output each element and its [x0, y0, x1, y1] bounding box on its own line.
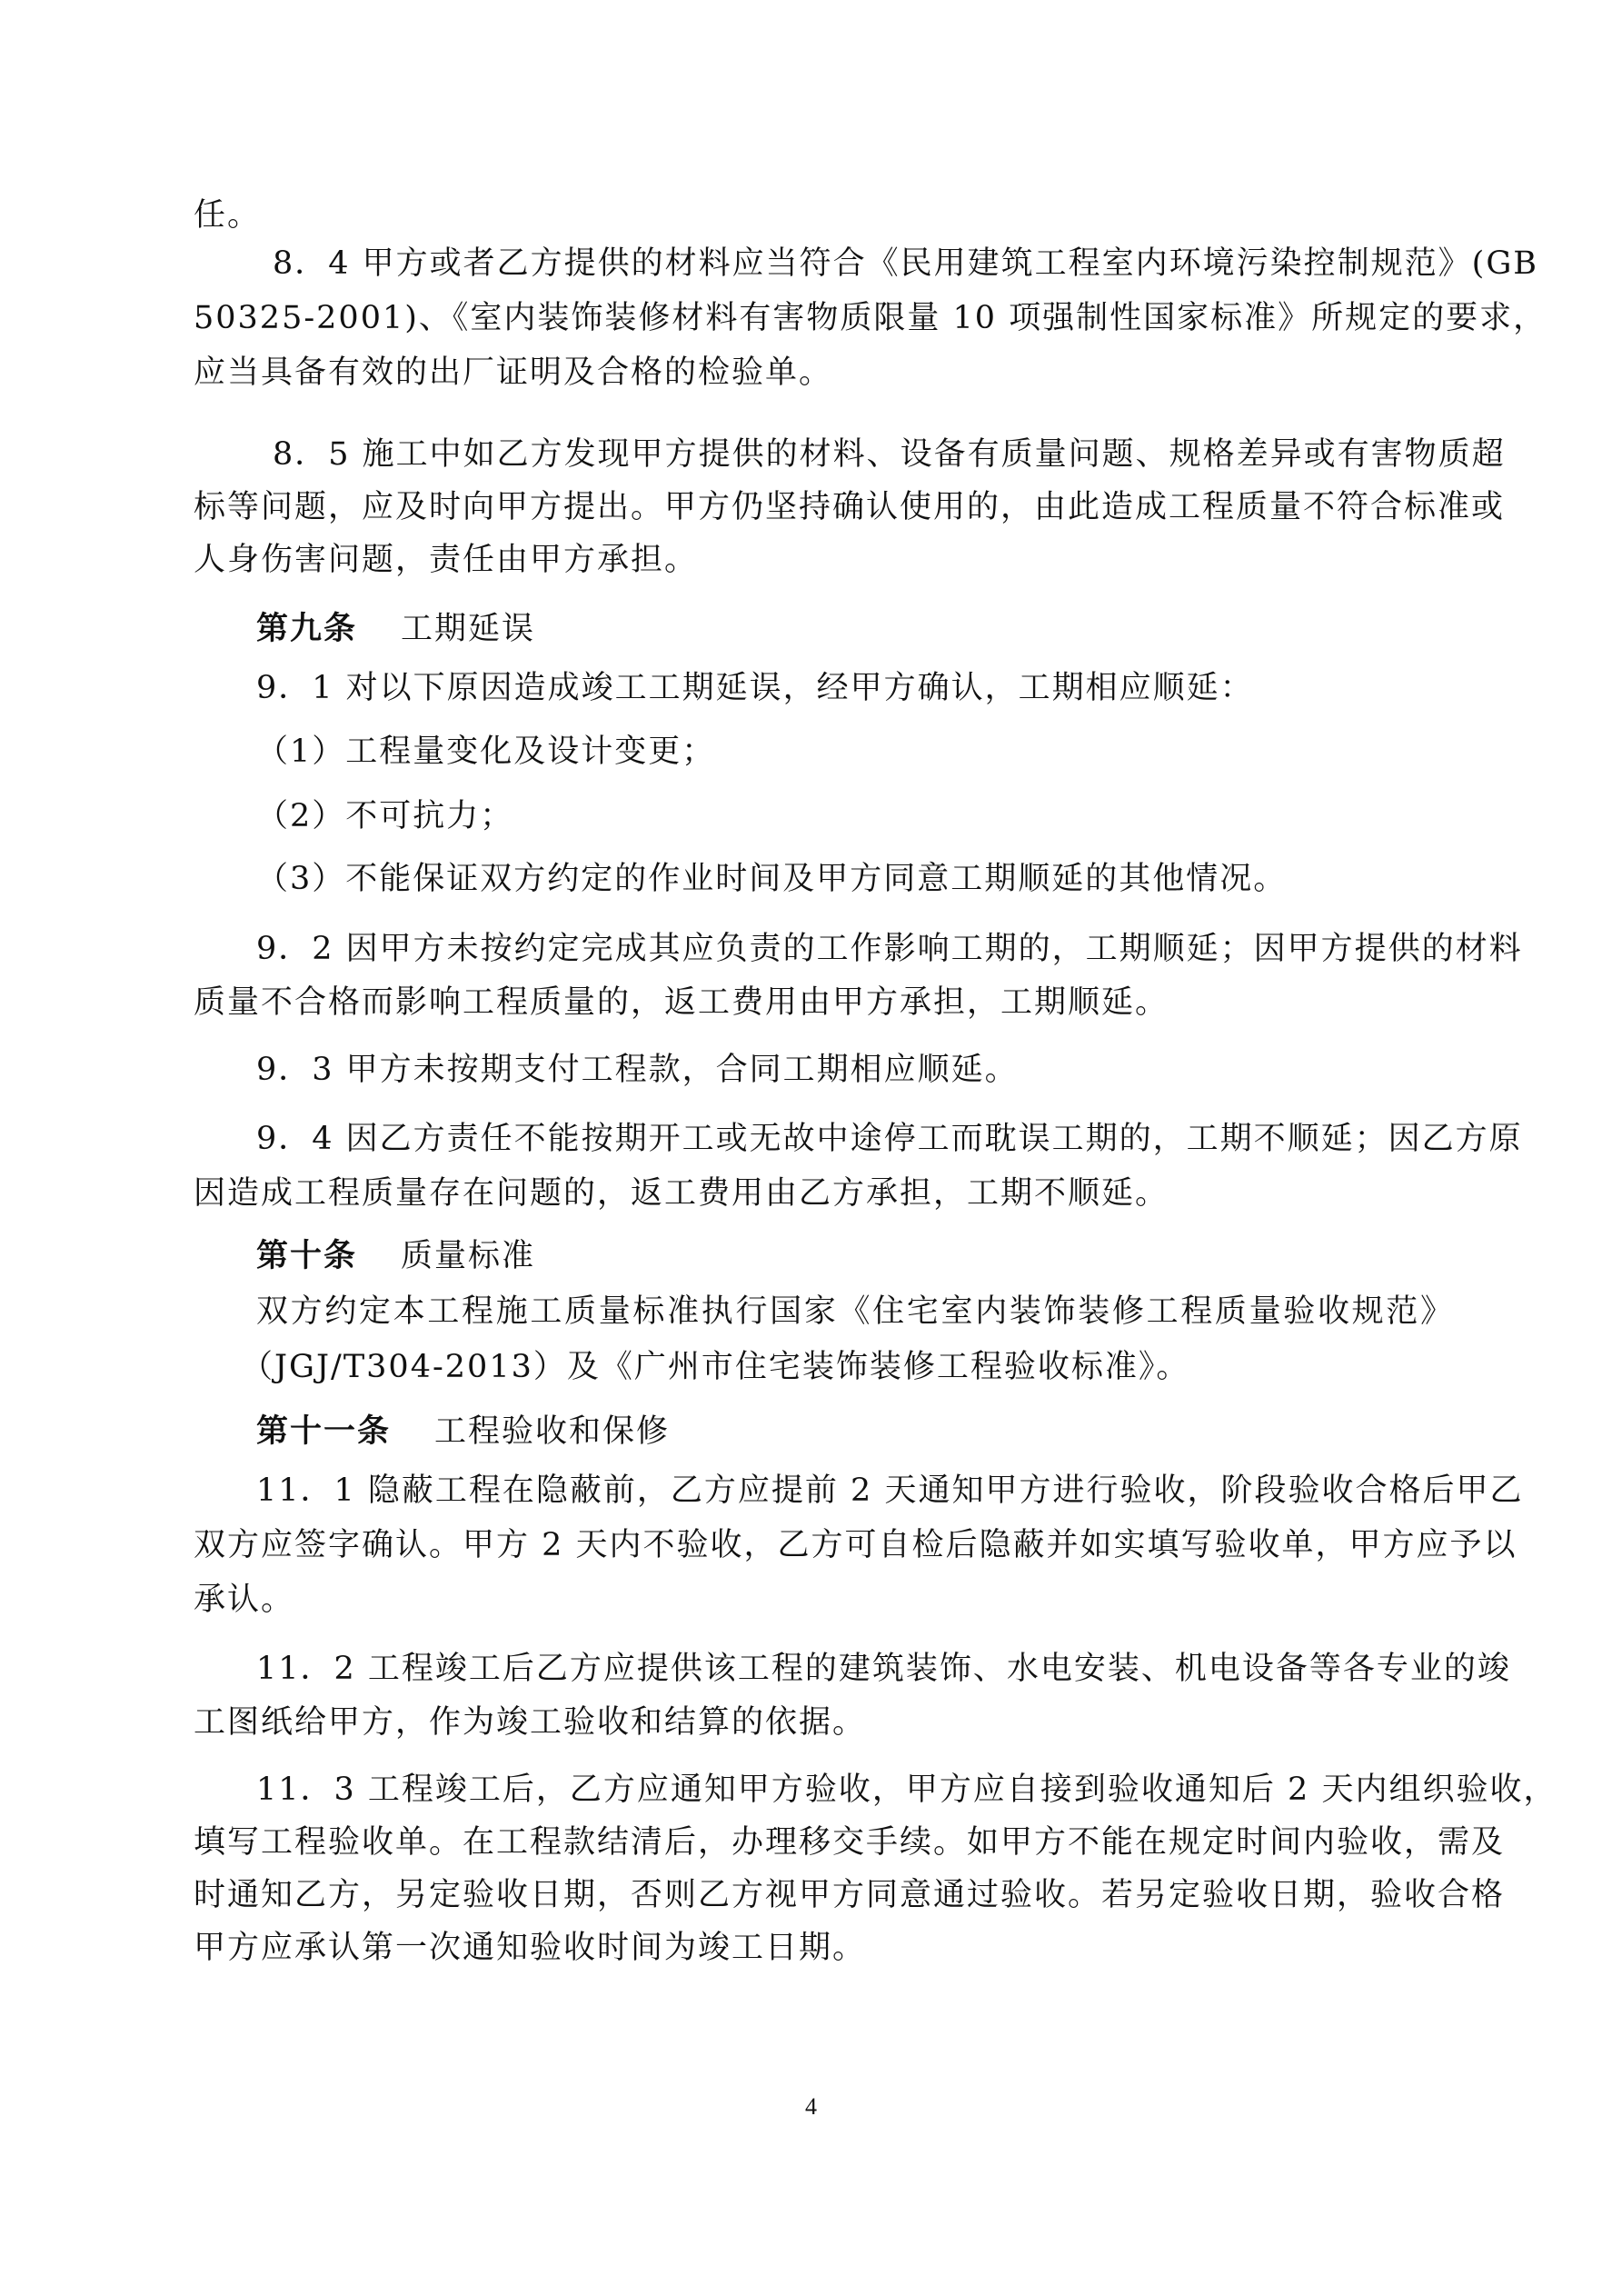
- text-line: 9．2 因甲方未按约定完成其应负责的工作影响工期的，工期顺延；因甲方提供的材料: [256, 931, 1523, 967]
- text-line: 质量不合格而影响工程质量的，返工费用由甲方承担，工期顺延。: [194, 984, 1169, 1021]
- text-line: （1）工程量变化及设计变更；: [256, 734, 716, 770]
- text-line: （3）不能保证双方约定的作业时间及甲方同意工期顺延的其他情况。: [256, 861, 1288, 897]
- text-line: 工图纸给甲方，作为竣工验收和结算的依据。: [194, 1704, 867, 1741]
- article-title: 质量标准: [401, 1238, 536, 1274]
- text-line: 9．1 对以下原因造成竣工工期延误，经甲方确认，工期相应顺延：: [256, 670, 1254, 706]
- text-line: 时通知乙方，另定验收日期，否则乙方视甲方同意通过验收。若另定验收日期，验收合格: [194, 1877, 1506, 1913]
- article-heading: [256, 1229, 983, 1283]
- text-line: 承认。: [194, 1582, 295, 1618]
- article-heading: [256, 1404, 1074, 1459]
- page-number: 4: [805, 2093, 817, 2120]
- text-line: 8．4 甲方或者乙方提供的材料应当符合《民用建筑工程室内环境污染控制规范》(GB: [273, 245, 1538, 282]
- article-number: 第十条: [256, 1237, 358, 1274]
- text-line: 双方约定本工程施工质量标准执行国家《住宅室内装饰装修工程质量验收规范》: [256, 1293, 1454, 1330]
- text-line: 11．1 隐蔽工程在隐蔽前，乙方应提前 2 天通知甲方进行验收，阶段验收合格后甲乙: [256, 1472, 1524, 1509]
- article-title: 工期延误: [401, 611, 536, 647]
- article-heading: [256, 602, 983, 656]
- text-line: 人身伤害问题，责任由甲方承担。: [194, 542, 699, 578]
- text-line: （2）不可抗力；: [256, 798, 514, 834]
- text-line: 50325-2001)、《室内装饰装修材料有害物质限量 10 项强制性国家标准》所规定的要求，: [194, 300, 1547, 336]
- text-line: 甲方应承认第一次通知验收时间为竣工日期。: [194, 1930, 867, 1966]
- article-number: 第九条: [256, 610, 358, 647]
- text-line: 任。: [194, 197, 262, 234]
- text-line: 因造成工程质量存在问题的，返工费用由乙方承担，工期不顺延。: [194, 1175, 1169, 1212]
- text-line: 应当具备有效的出厂证明及合格的检验单。: [194, 354, 833, 391]
- text-line: 标等问题，应及时向甲方提出。甲方仍坚持确认使用的，由此造成工程质量不符合标准或: [194, 489, 1506, 525]
- text-line: 9．3 甲方未按期支付工程款，合同工期相应顺延。: [256, 1052, 1019, 1088]
- text-line: 8．5 施工中如乙方发现甲方提供的材料、设备有质量问题、规格差异或有害物质超: [273, 436, 1506, 473]
- text-line: 双方应签字确认。甲方 2 天内不验收，乙方可自检后隐蔽并如实填写验收单，甲方应予以: [194, 1527, 1518, 1563]
- article-title: 工程验收和保修: [434, 1413, 671, 1450]
- text-line: 11．3 工程竣工后，乙方应通知甲方验收，甲方应自接到验收通知后 2 天内组织验收，: [256, 1772, 1557, 1808]
- text-line: （JGJ/T304-2013）及《广州市住宅装饰装修工程验收标准》。: [241, 1349, 1190, 1385]
- text-line: 11．2 工程竣工后乙方应提供该工程的建筑装饰、水电安装、机电设备等各专业的竣: [256, 1651, 1511, 1687]
- article-number: 第十一条: [256, 1413, 392, 1450]
- text-line: 填写工程验收单。在工程款结清后，办理移交手续。如甲方不能在规定时间内验收，需及: [194, 1824, 1506, 1861]
- text-line: 9．4 因乙方责任不能按期开工或无故中途停工而耽误工期的，工期不顺延；因乙方原: [256, 1121, 1523, 1157]
